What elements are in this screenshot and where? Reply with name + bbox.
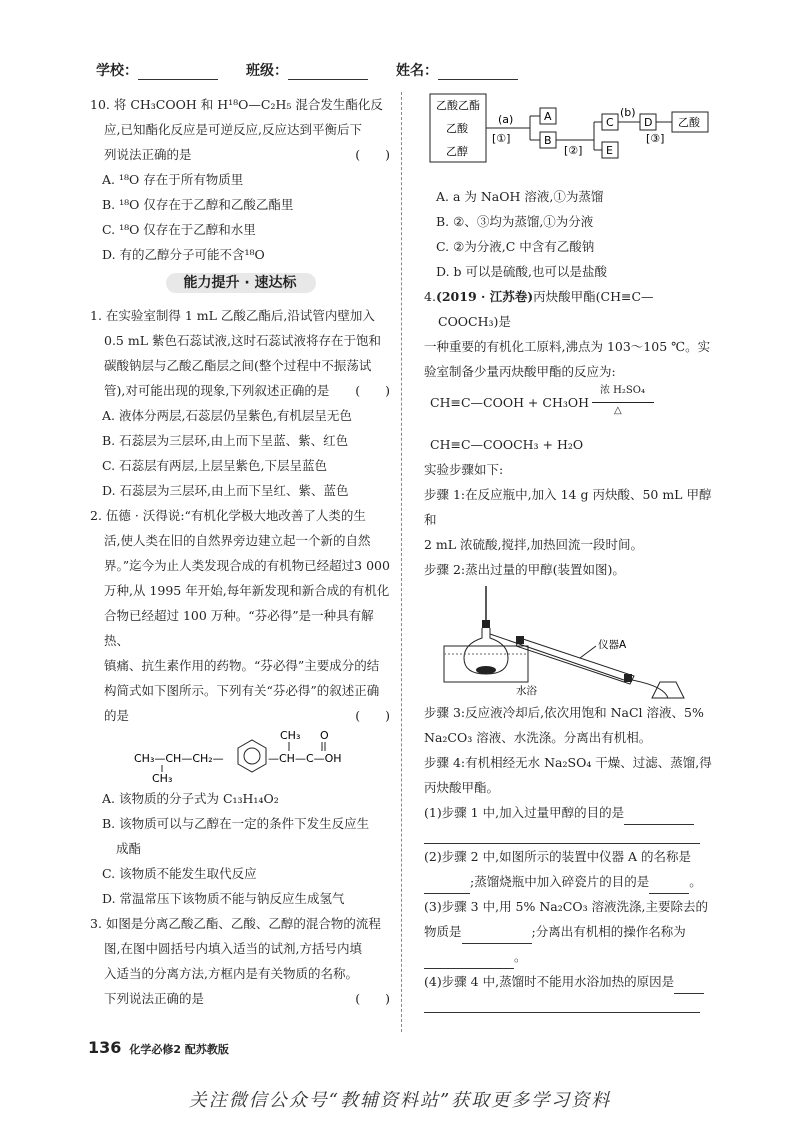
reagent-a: (a) [498, 113, 514, 126]
equation-products: CH≡C—COOCH₃ + H₂O [430, 437, 584, 452]
q10-option-b: B. ¹⁸O 仅存在于乙醇和乙酸乙酯里 [102, 197, 294, 212]
product-label: 乙酸 [678, 116, 700, 129]
q1-stem-line: 碳酸钠层与乙酸乙酯层之间(整个过程中不振荡试 [104, 358, 372, 373]
separation-flowchart [424, 92, 712, 184]
equation-arrow [592, 402, 654, 403]
answer-blank-2a[interactable] [424, 879, 470, 894]
sub-question-1: (1)步骤 1 中,加入过量甲醇的目的是 [424, 805, 625, 820]
q2-stem-line: 合物已经超过 100 万种。“芬必得”是一种具有解热、 [104, 608, 374, 648]
q1-answer-paren[interactable]: ( ) [355, 383, 390, 398]
step-2: 步骤 2:蒸出过量的甲醇(装置如图)。 [424, 562, 625, 577]
q2-option-c: C. 该物质不能发生取代反应 [102, 866, 257, 881]
q4-stem-line: 一种重要的有机化工原料,沸点为 103～105 ℃。实 [424, 339, 711, 354]
q2-stem-line: 的是 [104, 708, 130, 723]
box-e-label: E [606, 144, 613, 157]
q2-stem-line: 2. 伍德 · 沃得说:“有机化学极大地改善了人类的生 [90, 508, 366, 523]
q2-option-a: A. 该物质的分子式为 C₁₃H₁₄O₂ [102, 791, 279, 806]
instrument-a-label: 仪器A [598, 639, 627, 651]
q2-stem-line: 构简式如下图所示。下列有关“芬必得”的叙述正确 [104, 683, 380, 698]
q10-stem-line: 应,已知酯化反应是可逆反应,反应达到平衡后下 [104, 122, 362, 137]
box-b-label: B [544, 134, 552, 147]
method-2: [②] [564, 144, 583, 157]
q2-stem-line: 活,使人类在旧的自然界旁边建立起一个新的自然 [104, 533, 371, 548]
q10-stem-line: 10. 将 CH₃COOH 和 H¹⁸O—C₂H₅ 混合发生酯化反 [90, 97, 383, 112]
question-1 [90, 303, 390, 503]
benzene-ring-circle [244, 748, 260, 764]
q3-option-b: B. ②、③均为蒸馏,①为分液 [436, 214, 594, 229]
reagent-b: (b) [620, 106, 636, 119]
steps-title: 实验步骤如下: [424, 462, 504, 477]
q2-option-b-cont: 成酯 [116, 841, 142, 856]
structure-chain: CH₃—CH—CH₂— [134, 752, 224, 765]
column-divider [401, 92, 402, 1032]
q2-option-b: B. 该物质可以与乙醇在一定的条件下发生反应生 [102, 816, 370, 831]
footer-note: 关注微信公众号“教辅资料站”获取更多学习资料 [188, 1090, 612, 1111]
name-field [396, 60, 518, 80]
sub-question-4: (4)步骤 4 中,蒸馏时不能用水浴加热的原因是 [424, 974, 675, 989]
stopper [482, 620, 490, 628]
step-1: 步骤 1:在反应瓶中,加入 14 g 丙炔酸、50 mL 甲醇和 [424, 487, 712, 527]
step-4-cont: 丙炔酸甲酯。 [424, 780, 500, 795]
receiving-flask [652, 682, 684, 698]
answer-line-1[interactable] [424, 825, 700, 844]
q1-stem-line: 管),对可能出现的现象,下列叙述正确的是 [104, 383, 330, 398]
q3-option-a: A. a 为 NaOH 溶液,①为蒸馏 [436, 189, 604, 204]
sub-question-2: (2)步骤 2 中,如图所示的装置中仪器 A 的名称是 [424, 849, 692, 864]
equation-heat: △ [614, 405, 622, 416]
student-info-header [96, 60, 696, 84]
q3-option-d: D. b 可以是硫酸,也可以是盐酸 [436, 264, 607, 279]
period: 。 [689, 874, 702, 889]
q2-answer-paren[interactable]: ( ) [355, 708, 390, 723]
q10-option-c: C. ¹⁸O 仅存在于乙醇和水里 [102, 222, 256, 237]
question-2 [90, 503, 390, 911]
question-10 [90, 92, 390, 267]
step-1-cont: 2 mL 浓硫酸,搅拌,加热回流一段时间。 [424, 537, 644, 552]
right-column [424, 92, 712, 1013]
mixture-ethyl-acetate: 乙酸乙酯 [436, 99, 480, 112]
structure-ch3-bottom: CH₃ [152, 772, 173, 785]
distillation-apparatus [424, 582, 712, 700]
book-title: 化学必修2 配苏教版 [129, 1043, 229, 1056]
school-blank[interactable] [138, 65, 218, 80]
q10-option-a: A. ¹⁸O 存在于所有物质里 [102, 172, 244, 187]
sub-question-3-cont: 物质是 [424, 924, 462, 939]
step-3: 步骤 3:反应液冷却后,依次用饱和 NaCl 溶液、5% [424, 705, 704, 720]
method-3: [③] [646, 132, 665, 145]
answer-blank-2b[interactable] [649, 879, 689, 894]
boiling-chips [476, 666, 496, 674]
class-blank[interactable] [288, 65, 368, 80]
structure-oxygen: O [320, 729, 329, 742]
structure-tail: —CH—C—OH [268, 752, 342, 765]
q1-option-c: C. 石蕊层有两层,上层呈紫色,下层呈蓝色 [102, 458, 328, 473]
q3-stem-line: 图,在图中圆括号内填入适当的试剂,方括号内填 [104, 941, 362, 956]
q2-stem-line: 界。”迄今为止人类发现合成的有机物已经超过3 000 [104, 558, 390, 573]
step-3-cont: Na₂CO₃ 溶液、水洗涤。分离出有机相。 [424, 730, 652, 745]
sub-question-3: (3)步骤 3 中,用 5% Na₂CO₃ 溶液洗涤,主要除去的 [424, 899, 709, 914]
equation-catalyst: 浓 H₂SO₄ [600, 385, 645, 396]
answer-blank-1[interactable] [624, 810, 694, 825]
question-4 [424, 284, 712, 1013]
box-c-label: C [606, 116, 614, 129]
condenser-joint [516, 636, 524, 644]
class-field [246, 60, 368, 80]
adapter [632, 680, 668, 698]
school-label: 学校： [96, 63, 138, 79]
question-3 [90, 911, 390, 1011]
q4-number: 4. [424, 289, 436, 304]
q4-stem-line: 丙炔酸甲酯(CH≡C—COOCH₃)是 [438, 289, 654, 329]
method-1: [①] [492, 132, 511, 145]
q3-stem-line: 入适当的分离方法,方框内是有关物质的名称。 [104, 966, 358, 981]
water-bath-label: 水浴 [516, 685, 537, 697]
answer-blank-3a[interactable] [462, 929, 532, 944]
box-d-label: D [644, 116, 653, 129]
class-label: 班级： [246, 63, 288, 79]
q3-option-c: C. ②为分液,C 中含有乙酸钠 [436, 239, 595, 254]
q2-option-d: D. 常温常压下该物质不能与钠反应生成氢气 [102, 891, 345, 906]
answer-blank-4[interactable] [674, 979, 704, 994]
condenser-joint [624, 674, 632, 682]
name-label: 姓名： [396, 63, 438, 79]
period: 。 [514, 949, 527, 964]
answer-blank-3b[interactable] [424, 954, 514, 969]
q3-answer-paren[interactable]: ( ) [355, 991, 390, 1006]
q2-stem-line: 镇痛、抗生素作用的药物。“芬必得”主要成分的结 [104, 658, 380, 673]
name-blank[interactable] [438, 65, 518, 80]
q1-option-d: D. 石蕊层为三层环,由上而下呈红、紫、蓝色 [102, 483, 349, 498]
water-bath [444, 646, 528, 682]
q10-answer-paren[interactable]: ( ) [355, 147, 390, 162]
school-field [96, 60, 218, 80]
step-4: 步骤 4:有机相经无水 Na₂SO₄ 干燥、过滤、蒸馏,得 [424, 755, 712, 770]
q3-stem-line: 3. 如图是分离乙酸乙酯、乙酸、乙醇的混合物的流程 [90, 916, 381, 931]
page-footer [88, 1038, 229, 1057]
q2-stem-line: 万种,从 1995 年开始,每年新发现和新合成的有机化 [104, 583, 390, 598]
section-title-text: 能力提升 · 速达标 [183, 275, 297, 291]
structure-ch3-top: CH₃ [280, 729, 301, 742]
sub-question-2-cont: ;蒸馏烧瓶中加入碎瓷片的目的是 [470, 874, 650, 889]
q1-stem-line: 0.5 mL 紫色石蕊试液,这时石蕊试液将存在于饱和 [104, 333, 381, 348]
sub-question-3-cont: ;分离出有机相的操作名称为 [531, 924, 686, 939]
mixture-ethanol: 乙醇 [446, 145, 468, 158]
q4-stem-line: 验室制备少量丙炔酸甲酯的反应为: [424, 364, 616, 379]
q1-stem-line: 1. 在实验室制得 1 mL 乙酸乙酯后,沿试管内壁加入 [90, 308, 375, 323]
q1-option-b: B. 石蕊层为三层环,由上而下呈蓝、紫、红色 [102, 433, 349, 448]
label-leader [580, 646, 596, 658]
fenbid-structure [90, 728, 390, 786]
q4-source: (2019 · 江苏卷) [435, 289, 534, 304]
reaction-equation [424, 384, 712, 432]
section-title [90, 273, 390, 299]
q1-option-a: A. 液体分两层,石蕊层仍呈紫色,有机层呈无色 [102, 408, 352, 423]
left-column [90, 92, 390, 1011]
equation-reactants: CH≡C—COOH + CH₃OH [430, 395, 590, 410]
benzene-ring [238, 740, 266, 772]
mixture-acetic-acid: 乙酸 [446, 122, 468, 135]
box-a-label: A [544, 110, 552, 123]
q10-option-d: D. 有的乙醇分子可能不含¹⁸O [102, 247, 265, 262]
q10-stem-line: 列说法正确的是 [104, 147, 192, 162]
page-number: 136 [88, 1038, 122, 1057]
q3-stem-line: 下列说法正确的是 [104, 991, 205, 1006]
answer-line-4[interactable] [424, 994, 700, 1013]
